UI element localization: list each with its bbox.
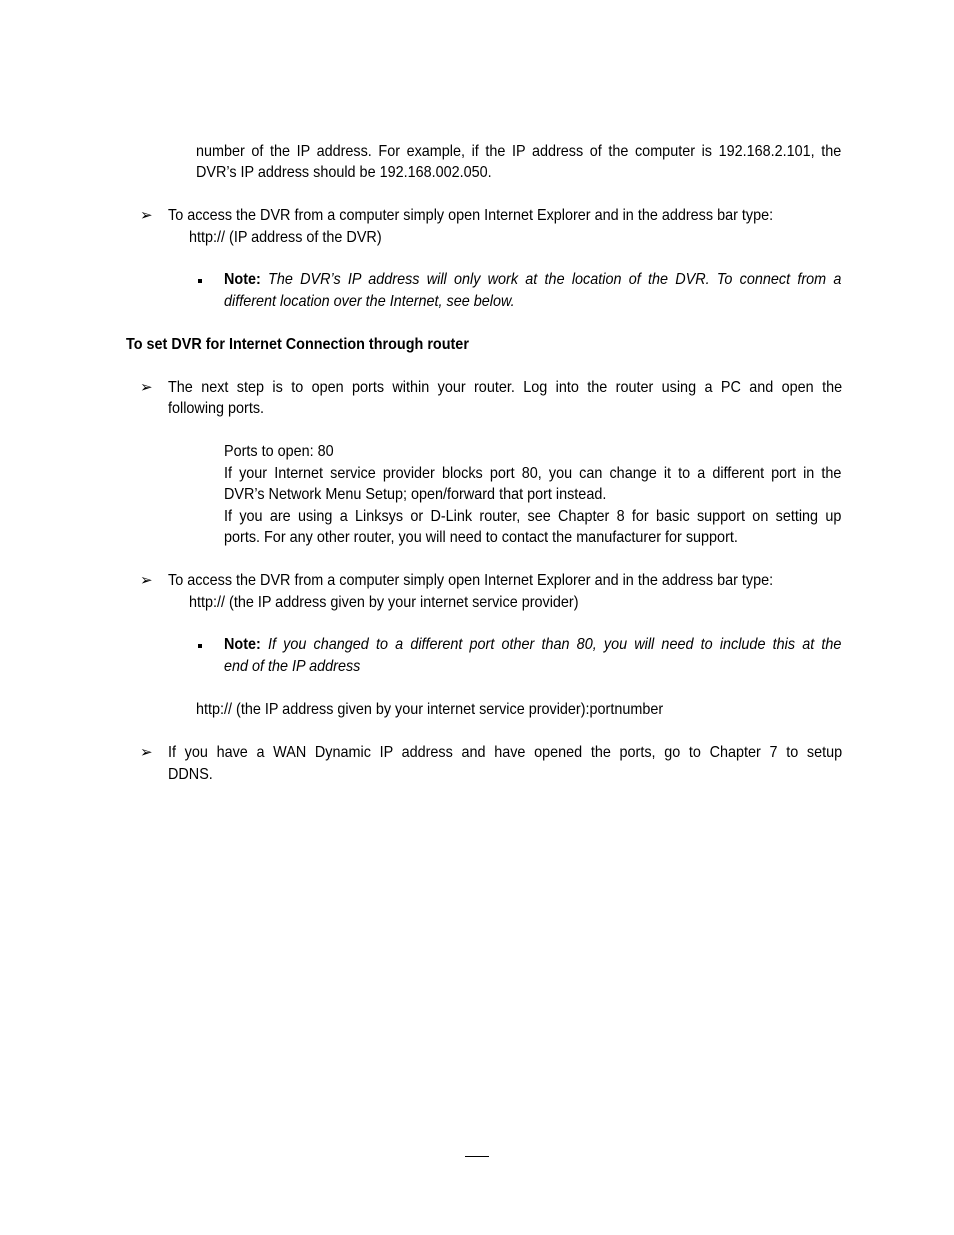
note-2-line-2: end of the IP address — [224, 658, 361, 675]
arrow-bullet-icon: ➢ — [140, 379, 153, 396]
note-1-text: The DVR’s IP address will only work at the location of the DVR. To connect from a — [268, 271, 842, 288]
ports-line-5: ports. For any other router, you will need to contact the manufacturer for support. — [224, 529, 738, 546]
note-2-line-1 — [224, 634, 841, 655]
ports-line-1: Ports to open: 80 — [224, 443, 334, 460]
section-heading: To set DVR for Internet Connection through router — [126, 336, 469, 353]
bullet-1-url: http:// (IP address of the DVR) — [189, 229, 382, 246]
intro-line-2: DVR’s IP address should be 192.168.002.050. — [196, 164, 492, 181]
note-1-line-1 — [224, 269, 841, 290]
arrow-bullet-icon: ➢ — [140, 207, 153, 224]
note-2-text: If you changed to a different port other than 80, you will need to include this at the — [267, 636, 842, 653]
port-url: http:// (the IP address given by your internet service provider):portnumber — [196, 701, 664, 718]
intro-line-1: number of the IP address. For example, if the IP address of the computer is 192.168.2.101, the — [196, 143, 842, 160]
bullet-4-line-2: DDNS. — [168, 766, 213, 783]
note-1-label: Note: — [224, 271, 261, 288]
bullet-4-line-1: If you have a WAN Dynamic IP address and have opened the ports, go to Chapter 7 to setup — [168, 744, 843, 761]
page-number-rule — [465, 1156, 489, 1157]
bullet-2-line-2: following ports. — [168, 400, 265, 417]
bullet-3-text: To access the DVR from a computer simply open Internet Explorer and in the address bar type: — [168, 572, 774, 589]
note-1-line-2: different location over the Internet, see below. — [224, 293, 515, 310]
bullet-3-url: http:// (the IP address given by your internet service provider) — [189, 594, 579, 611]
ports-line-4: If you are using a Linksys or D-Link router, see Chapter 8 for basic support on setting up — [224, 508, 842, 525]
ports-line-2: If your Internet service provider blocks port 80, you can change it to a different port in the — [224, 465, 842, 482]
arrow-bullet-icon: ➢ — [140, 572, 153, 589]
square-bullet-icon — [198, 279, 202, 283]
ports-line-3: DVR’s Network Menu Setup; open/forward that port instead. — [224, 486, 607, 503]
bullet-1-text: To access the DVR from a computer simply open Internet Explorer and in the address bar type: — [168, 207, 774, 224]
note-2-label: Note: — [224, 636, 261, 653]
bullet-2-line-1: The next step is to open ports within your router. Log into the router using a PC and open the — [168, 379, 843, 396]
square-bullet-icon — [198, 644, 202, 648]
arrow-bullet-icon: ➢ — [140, 744, 153, 761]
